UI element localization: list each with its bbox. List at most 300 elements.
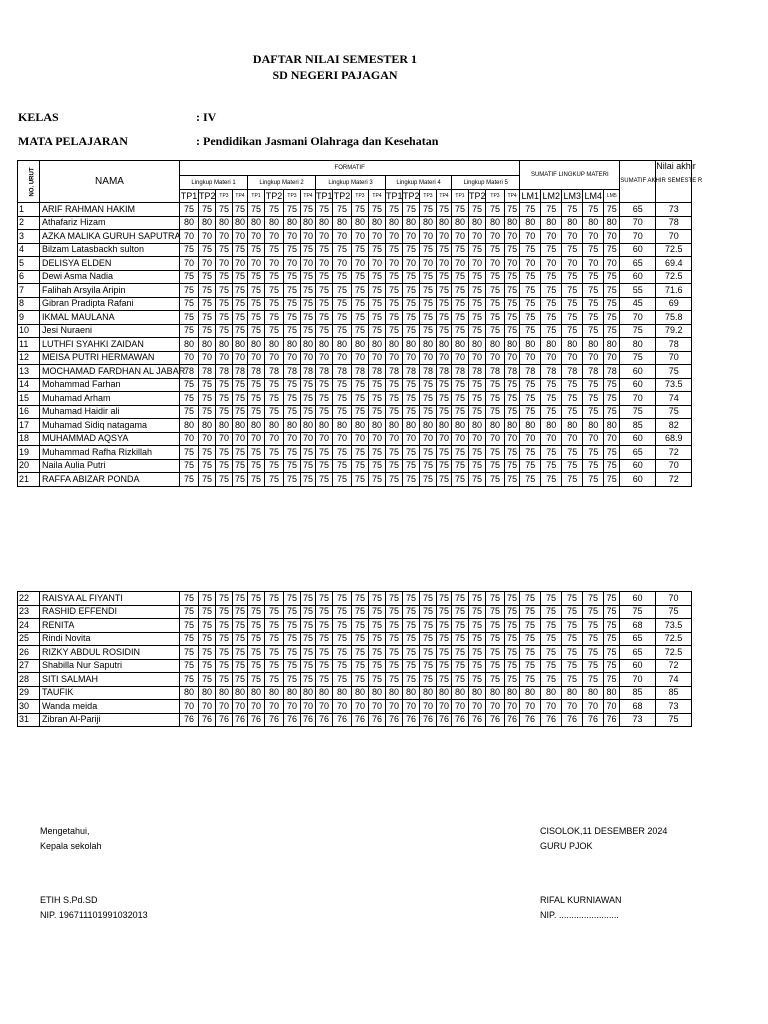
lm-score: 75 (583, 378, 604, 392)
formatif-score: 70 (199, 351, 216, 365)
formatif-score: 75 (452, 673, 469, 687)
lm-score: 75 (541, 646, 562, 660)
formatif-score: 75 (452, 297, 469, 311)
lm-score: 75 (604, 203, 620, 217)
lm-score: 75 (520, 243, 541, 257)
formatif-score: 75 (386, 459, 403, 473)
formatif-score: 75 (369, 378, 386, 392)
formatif-score: 75 (420, 673, 437, 687)
nilai-akhir-score: 68.9 (656, 432, 692, 446)
formatif-score: 80 (301, 686, 316, 700)
student-name: Gibran Pradipta Rafani (40, 297, 180, 311)
formatif-score: 75 (180, 324, 199, 338)
formatif-score: 70 (469, 700, 486, 714)
formatif-score: 70 (403, 432, 420, 446)
formatif-score: 75 (233, 392, 248, 406)
lingkup-materi-header: Lingkup Materi 3 (316, 176, 386, 190)
student-row (18, 203, 692, 217)
formatif-score: 75 (301, 619, 316, 633)
formatif-score: 75 (180, 619, 199, 633)
formatif-score: 75 (333, 297, 352, 311)
formatif-score: 75 (233, 659, 248, 673)
formatif-score: 70 (452, 351, 469, 365)
formatif-score: 75 (199, 632, 216, 646)
lm-score: 76 (520, 713, 541, 727)
formatif-score: 75 (403, 392, 420, 406)
lm-score: 75 (520, 203, 541, 217)
formatif-score: 70 (505, 700, 520, 714)
formatif-score: 70 (403, 700, 420, 714)
lm-score: 75 (520, 646, 541, 660)
formatif-score: 78 (301, 365, 316, 379)
lm-score: 75 (583, 673, 604, 687)
formatif-score: 80 (248, 419, 265, 433)
lm-score: 75 (541, 297, 562, 311)
formatif-score: 75 (301, 605, 316, 619)
lm-score: 75 (583, 392, 604, 406)
signature-right-name: RIFAL KURNIAWAN (540, 895, 622, 905)
formatif-score: 76 (452, 713, 469, 727)
formatif-score: 75 (437, 297, 452, 311)
formatif-score: 75 (469, 378, 486, 392)
lm-score: 80 (583, 686, 604, 700)
student-name: Jesi Nuraeni (40, 324, 180, 338)
formatif-score: 75 (403, 284, 420, 298)
formatif-score: 70 (180, 432, 199, 446)
formatif-score: 80 (437, 216, 452, 230)
student-row (18, 270, 692, 284)
lm-score: 75 (541, 673, 562, 687)
formatif-score: 75 (403, 243, 420, 257)
lm-score: 75 (604, 405, 620, 419)
student-row (18, 311, 692, 325)
formatif-header: FORMATIF (180, 161, 520, 176)
lm-header: LM2 (542, 190, 561, 201)
formatif-score: 75 (301, 270, 316, 284)
formatif-score: 75 (369, 297, 386, 311)
lm-score: 75 (604, 673, 620, 687)
student-number: 27 (18, 659, 40, 673)
nilai-akhir-score: 75 (656, 713, 692, 727)
formatif-score: 75 (316, 605, 333, 619)
sumatif-akhir-score: 45 (620, 297, 656, 311)
formatif-score: 75 (265, 619, 284, 633)
sumatif-akhir-header: SUMATIF AKHIR SEMESTE R (620, 161, 656, 203)
lm-score: 75 (520, 446, 541, 460)
formatif-score: 75 (301, 446, 316, 460)
formatif-score: 70 (316, 257, 333, 271)
formatif-score: 75 (301, 632, 316, 646)
formatif-score: 75 (437, 659, 452, 673)
formatif-score: 75 (265, 243, 284, 257)
formatif-score: 78 (284, 365, 301, 379)
student-row (18, 405, 692, 419)
formatif-score: 75 (420, 405, 437, 419)
lm-score: 70 (520, 257, 541, 271)
formatif-score: 80 (369, 686, 386, 700)
formatif-score: 75 (369, 405, 386, 419)
tp-header: TP3 (284, 190, 301, 203)
formatif-score: 75 (316, 473, 333, 487)
lm-score: 75 (520, 659, 541, 673)
lm-score: 75 (604, 619, 620, 633)
formatif-score: 80 (352, 338, 369, 352)
formatif-score: 80 (316, 338, 333, 352)
lm-score: 70 (541, 432, 562, 446)
formatif-score: 75 (180, 673, 199, 687)
formatif-score: 76 (301, 713, 316, 727)
formatif-score: 75 (333, 619, 352, 633)
formatif-score: 75 (452, 392, 469, 406)
formatif-score: 76 (199, 713, 216, 727)
lm-score: 75 (583, 243, 604, 257)
formatif-score: 75 (386, 378, 403, 392)
formatif-score: 75 (248, 270, 265, 284)
lm-score: 75 (562, 459, 583, 473)
formatif-score: 75 (248, 311, 265, 325)
formatif-score: 75 (301, 378, 316, 392)
formatif-score: 70 (233, 432, 248, 446)
lm-score: 70 (520, 230, 541, 244)
formatif-score: 70 (284, 432, 301, 446)
lm-score: 75 (583, 405, 604, 419)
formatif-score: 70 (284, 351, 301, 365)
lm-score: 75 (541, 392, 562, 406)
formatif-score: 78 (216, 365, 233, 379)
formatif-score: 70 (369, 700, 386, 714)
lm-score: 75 (520, 592, 541, 606)
formatif-score: 78 (486, 365, 505, 379)
formatif-score: 75 (486, 203, 505, 217)
formatif-score: 75 (452, 619, 469, 633)
formatif-score: 75 (284, 405, 301, 419)
formatif-score: 70 (505, 257, 520, 271)
nilai-akhir-header: Nilai akhir (656, 161, 692, 203)
formatif-score: 78 (505, 365, 520, 379)
signature-left-name: ETIH S.Pd.SD (40, 895, 98, 905)
sumatif-akhir-score: 70 (620, 673, 656, 687)
formatif-score: 80 (386, 686, 403, 700)
formatif-score: 75 (333, 605, 352, 619)
formatif-score: 75 (199, 324, 216, 338)
formatif-score: 75 (284, 203, 301, 217)
formatif-score: 75 (437, 605, 452, 619)
student-number: 20 (18, 459, 40, 473)
lm-score: 78 (541, 365, 562, 379)
formatif-score: 80 (352, 686, 369, 700)
formatif-score: 80 (333, 686, 352, 700)
formatif-score: 70 (316, 700, 333, 714)
formatif-score: 75 (369, 311, 386, 325)
formatif-score: 70 (403, 351, 420, 365)
lm-score: 80 (562, 216, 583, 230)
nilai-akhir-score: 72 (656, 473, 692, 487)
formatif-score: 75 (216, 243, 233, 257)
formatif-score: 75 (333, 592, 352, 606)
student-row (18, 297, 692, 311)
formatif-score: 75 (216, 392, 233, 406)
student-number: 19 (18, 446, 40, 460)
lm-score: 80 (520, 216, 541, 230)
student-number: 13 (18, 365, 40, 379)
formatif-score: 70 (233, 351, 248, 365)
lm-score: 75 (583, 632, 604, 646)
formatif-score: 75 (265, 459, 284, 473)
formatif-score: 75 (486, 619, 505, 633)
student-name: SITI SALMAH (40, 673, 180, 687)
student-name: TAUFIK (40, 686, 180, 700)
formatif-score: 75 (486, 243, 505, 257)
formatif-score: 75 (420, 473, 437, 487)
sumatif-akhir-score: 60 (620, 378, 656, 392)
student-row (18, 243, 692, 257)
formatif-score: 80 (386, 419, 403, 433)
formatif-score: 75 (301, 284, 316, 298)
student-number: 30 (18, 700, 40, 714)
lm-score: 75 (541, 446, 562, 460)
formatif-score: 75 (352, 605, 369, 619)
student-name: Wanda meida (40, 700, 180, 714)
formatif-score: 75 (248, 459, 265, 473)
formatif-score: 75 (469, 405, 486, 419)
student-number: 7 (18, 284, 40, 298)
formatif-score: 70 (284, 230, 301, 244)
student-name: Muhamad Sidiq natagama (40, 419, 180, 433)
lm-score: 75 (541, 203, 562, 217)
lm-score: 80 (520, 686, 541, 700)
formatif-score: 75 (180, 592, 199, 606)
student-name: RIZKY ABDUL ROSIDIN (40, 646, 180, 660)
formatif-score: 75 (505, 632, 520, 646)
formatif-score: 75 (352, 459, 369, 473)
formatif-score: 75 (265, 646, 284, 660)
formatif-score: 80 (248, 216, 265, 230)
lm-score: 75 (562, 605, 583, 619)
lm-score: 75 (541, 473, 562, 487)
lm-score: 75 (520, 378, 541, 392)
formatif-score: 80 (469, 338, 486, 352)
formatif-score: 80 (333, 338, 352, 352)
formatif-score: 80 (437, 686, 452, 700)
student-name: ARIF RAHMAN HAKIM (40, 203, 180, 217)
formatif-score: 75 (437, 459, 452, 473)
formatif-score: 75 (248, 297, 265, 311)
formatif-score: 70 (369, 432, 386, 446)
formatif-score: 75 (199, 446, 216, 460)
formatif-score: 76 (386, 713, 403, 727)
formatif-score: 75 (316, 459, 333, 473)
formatif-score: 75 (233, 592, 248, 606)
formatif-score: 76 (248, 713, 265, 727)
formatif-score: 75 (386, 284, 403, 298)
formatif-score: 70 (437, 700, 452, 714)
signature-left-role: Kepala sekolah (40, 841, 102, 851)
formatif-score: 75 (284, 324, 301, 338)
lm-score: 76 (604, 713, 620, 727)
formatif-score: 75 (316, 243, 333, 257)
nilai-akhir-score: 70 (656, 351, 692, 365)
student-row (18, 230, 692, 244)
formatif-score: 76 (352, 713, 369, 727)
formatif-score: 70 (301, 700, 316, 714)
student-row (18, 632, 692, 646)
nilai-akhir-score: 72.5 (656, 646, 692, 660)
student-row (18, 257, 692, 271)
student-number: 15 (18, 392, 40, 406)
formatif-score: 75 (180, 392, 199, 406)
formatif-score: 78 (352, 365, 369, 379)
formatif-score: 75 (233, 632, 248, 646)
formatif-score: 75 (369, 324, 386, 338)
student-row (18, 432, 692, 446)
formatif-score: 75 (284, 378, 301, 392)
formatif-score: 75 (265, 324, 284, 338)
formatif-score: 70 (437, 230, 452, 244)
formatif-score: 75 (216, 459, 233, 473)
formatif-score: 75 (486, 592, 505, 606)
formatif-score: 70 (248, 257, 265, 271)
formatif-score: 70 (469, 230, 486, 244)
formatif-score: 75 (403, 592, 420, 606)
lm-score: 75 (583, 324, 604, 338)
sumatif-akhir-score: 68 (620, 619, 656, 633)
student-row (18, 216, 692, 230)
formatif-score: 75 (386, 632, 403, 646)
formatif-score: 75 (248, 659, 265, 673)
tp-header: TP4 (301, 190, 316, 203)
formatif-score: 75 (369, 673, 386, 687)
formatif-score: 75 (265, 659, 284, 673)
formatif-score: 75 (386, 473, 403, 487)
student-name: Athafariz Hizam (40, 216, 180, 230)
formatif-score: 75 (301, 324, 316, 338)
formatif-score: 78 (469, 365, 486, 379)
formatif-score: 70 (505, 351, 520, 365)
formatif-score: 70 (505, 432, 520, 446)
formatif-score: 80 (452, 216, 469, 230)
lm-score: 75 (562, 673, 583, 687)
formatif-score: 75 (233, 459, 248, 473)
formatif-score: 80 (403, 216, 420, 230)
sumatif-akhir-score: 75 (620, 324, 656, 338)
lm-score: 75 (541, 243, 562, 257)
formatif-score: 70 (486, 700, 505, 714)
formatif-score: 75 (369, 284, 386, 298)
sumatif-akhir-score: 65 (620, 646, 656, 660)
lm-score: 70 (604, 351, 620, 365)
formatif-score: 75 (469, 324, 486, 338)
formatif-score: 75 (265, 446, 284, 460)
formatif-score: 80 (437, 419, 452, 433)
student-number: 23 (18, 605, 40, 619)
formatif-score: 80 (216, 216, 233, 230)
lm-score: 80 (562, 686, 583, 700)
formatif-score: 76 (469, 713, 486, 727)
lm-score: 70 (541, 700, 562, 714)
formatif-score: 75 (486, 605, 505, 619)
formatif-score: 75 (216, 284, 233, 298)
lm-score: 75 (541, 405, 562, 419)
student-row (18, 324, 692, 338)
lm-score: 75 (604, 473, 620, 487)
formatif-score: 70 (352, 432, 369, 446)
student-row (18, 446, 692, 460)
formatif-score: 75 (316, 619, 333, 633)
formatif-score: 75 (420, 311, 437, 325)
formatif-score: 75 (352, 632, 369, 646)
student-name: Rindi Novita (40, 632, 180, 646)
lm-score: 76 (583, 713, 604, 727)
formatif-score: 78 (333, 365, 352, 379)
formatif-score: 75 (316, 270, 333, 284)
tp-header: TP2 (469, 190, 486, 201)
lm-score: 75 (604, 592, 620, 606)
formatif-score: 75 (233, 605, 248, 619)
formatif-score: 75 (403, 673, 420, 687)
formatif-score: 75 (369, 243, 386, 257)
formatif-score: 75 (180, 378, 199, 392)
formatif-score: 80 (216, 419, 233, 433)
formatif-score: 75 (505, 473, 520, 487)
sumatif-akhir-score: 73 (620, 713, 656, 727)
lm-score: 75 (562, 592, 583, 606)
formatif-score: 70 (469, 432, 486, 446)
formatif-score: 70 (403, 257, 420, 271)
lm-score: 75 (520, 619, 541, 633)
student-number: 14 (18, 378, 40, 392)
tp-header: TP2 (199, 190, 216, 201)
formatif-score: 80 (284, 338, 301, 352)
formatif-score: 75 (369, 270, 386, 284)
formatif-score: 80 (284, 686, 301, 700)
formatif-score: 75 (199, 605, 216, 619)
tp-header: TP1 (386, 190, 403, 201)
formatif-score: 70 (248, 432, 265, 446)
formatif-score: 70 (199, 700, 216, 714)
formatif-score: 70 (352, 351, 369, 365)
lm-score: 70 (583, 230, 604, 244)
lm-score: 80 (583, 419, 604, 433)
student-row (18, 659, 692, 673)
formatif-score: 75 (469, 392, 486, 406)
student-number: 12 (18, 351, 40, 365)
lm-score: 75 (583, 646, 604, 660)
kelas-value: : IV (196, 110, 217, 124)
formatif-score: 75 (505, 311, 520, 325)
formatif-score: 75 (469, 659, 486, 673)
formatif-score: 70 (233, 230, 248, 244)
sumatif-akhir-score: 68 (620, 700, 656, 714)
sumatif-akhir-score: 60 (620, 459, 656, 473)
student-row (18, 365, 692, 379)
formatif-score: 70 (403, 230, 420, 244)
formatif-score: 75 (505, 592, 520, 606)
lm-score: 70 (541, 351, 562, 365)
formatif-score: 75 (386, 646, 403, 660)
nilai-akhir-score: 73.5 (656, 378, 692, 392)
formatif-score: 70 (316, 351, 333, 365)
formatif-score: 75 (216, 405, 233, 419)
formatif-score: 70 (284, 700, 301, 714)
formatif-score: 75 (437, 473, 452, 487)
lm-score: 75 (583, 297, 604, 311)
formatif-score: 75 (386, 270, 403, 284)
lm-score: 70 (520, 351, 541, 365)
student-row (18, 419, 692, 433)
formatif-score: 75 (505, 459, 520, 473)
lm-score: 70 (604, 230, 620, 244)
formatif-score: 70 (437, 351, 452, 365)
